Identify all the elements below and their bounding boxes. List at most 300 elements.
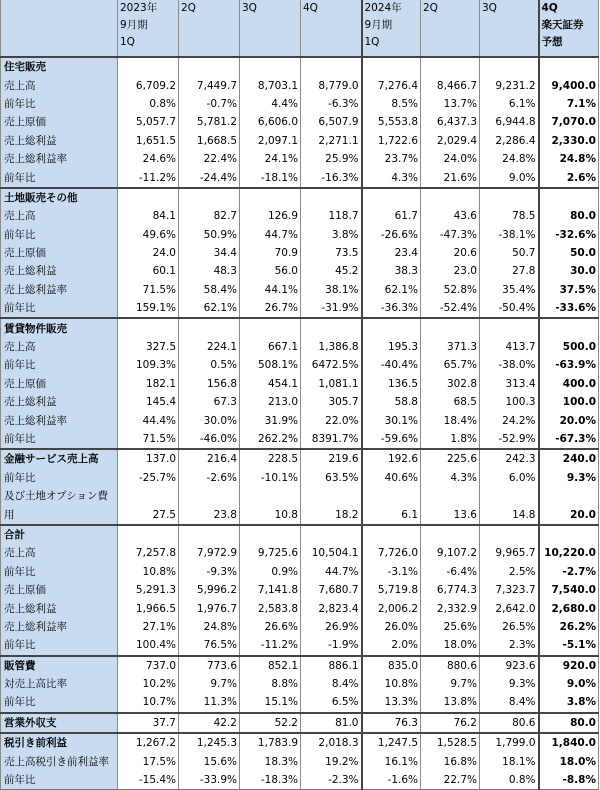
value-cell: 43.6	[421, 207, 480, 225]
value-cell: -38.1%	[480, 226, 539, 244]
value-cell: 80.6	[480, 713, 539, 733]
value-cell: 1,386.8	[301, 338, 362, 356]
value-cell: 886.1	[301, 656, 362, 675]
value-cell: 8,703.1	[240, 76, 301, 94]
column-header: 2024年 9月期 1Q	[362, 0, 421, 57]
value-cell: 10.2%	[118, 675, 179, 693]
value-cell: 9,231.2	[480, 76, 539, 94]
value-cell: 5,996.2	[179, 581, 240, 599]
table-row	[1, 356, 599, 374]
value-cell: 7,449.7	[179, 76, 240, 94]
value-cell: 100.4%	[118, 636, 179, 655]
value-cell: -33.9%	[179, 771, 240, 790]
value-cell	[179, 318, 240, 337]
table-row	[1, 76, 599, 94]
value-cell: 56.0	[240, 262, 301, 280]
value-cell: 24.8%	[480, 150, 539, 168]
value-cell: 38.3	[362, 262, 421, 280]
value-cell: -36.3%	[362, 299, 421, 318]
value-cell: 413.7	[480, 338, 539, 356]
value-cell: 82.7	[179, 207, 240, 225]
value-cell: 23.7%	[362, 150, 421, 168]
value-cell	[179, 188, 240, 207]
value-cell: 58.4%	[179, 281, 240, 299]
value-cell: 137.0	[118, 449, 179, 468]
row-label: 売上高税引き前利益率	[1, 752, 118, 770]
row-label: 前年比	[1, 469, 118, 487]
value-cell: -1.6%	[362, 771, 421, 790]
row-label: 前年比	[1, 95, 118, 113]
forecast-cell: 30.0	[539, 262, 599, 280]
value-cell: 37.7	[118, 713, 179, 733]
table-row	[1, 430, 599, 449]
value-cell: 225.6	[421, 449, 480, 468]
value-cell: 44.7%	[240, 226, 301, 244]
value-cell: -59.6%	[362, 430, 421, 449]
value-cell: 508.1%	[240, 356, 301, 374]
row-label: 前年比	[1, 430, 118, 449]
forecast-cell: -5.1%	[539, 636, 599, 655]
value-cell: 24.0%	[421, 150, 480, 168]
value-cell: -50.4%	[480, 299, 539, 318]
value-cell: 6,774.3	[421, 581, 480, 599]
value-cell: 305.7	[301, 393, 362, 411]
value-cell: 60.1	[118, 262, 179, 280]
value-cell: 9.7%	[179, 675, 240, 693]
value-cell: 52.8%	[421, 281, 480, 299]
value-cell: 2,018.3	[301, 733, 362, 752]
section-row	[1, 57, 599, 76]
row-label: 住宅販売	[1, 57, 118, 76]
row-label: 売上総利益率	[1, 281, 118, 299]
row-label: 前年比	[1, 636, 118, 655]
value-cell: 136.5	[362, 375, 421, 393]
row-label: 対売上高比率	[1, 675, 118, 693]
value-cell	[179, 525, 240, 544]
forecast-cell: 920.0	[539, 656, 599, 675]
table-row	[1, 581, 599, 599]
value-cell: 228.5	[240, 449, 301, 468]
value-cell: 773.6	[179, 656, 240, 675]
value-cell: -52.9%	[480, 430, 539, 449]
value-cell: 27.1%	[118, 618, 179, 636]
row-label: 売上原価	[1, 581, 118, 599]
value-cell: 2.3%	[480, 636, 539, 655]
forecast-cell: 500.0	[539, 338, 599, 356]
value-cell: 13.7%	[421, 95, 480, 113]
table-row	[1, 693, 599, 712]
value-cell: 5,057.7	[118, 113, 179, 131]
value-cell: 0.8%	[118, 95, 179, 113]
value-cell: 4.3%	[421, 469, 480, 487]
value-cell: 4.3%	[362, 168, 421, 187]
value-cell	[240, 525, 301, 544]
value-cell: -24.4%	[179, 168, 240, 187]
value-cell: -0.7%	[179, 95, 240, 113]
value-cell: 31.9%	[240, 411, 301, 429]
value-cell: 2,029.4	[421, 132, 480, 150]
section-row	[1, 449, 599, 468]
value-cell: 8.4%	[480, 693, 539, 712]
value-cell: 18.4%	[421, 411, 480, 429]
value-cell: 27.8	[480, 262, 539, 280]
forecast-cell: 7,540.0	[539, 581, 599, 599]
table-row	[1, 636, 599, 655]
row-label: 売上高	[1, 207, 118, 225]
value-cell: 24.0	[118, 244, 179, 262]
value-cell	[421, 188, 480, 207]
column-header: 3Q	[240, 0, 301, 57]
forecast-cell: 2,680.0	[539, 599, 599, 617]
forecast-cell: 1,840.0	[539, 733, 599, 752]
value-cell: 2,823.4	[301, 599, 362, 617]
value-cell: 13.3%	[362, 693, 421, 712]
value-cell: 44.7%	[301, 563, 362, 581]
value-cell: 8,466.7	[421, 76, 480, 94]
value-cell: 20.6	[421, 244, 480, 262]
table-row	[1, 469, 599, 487]
value-cell	[480, 525, 539, 544]
value-cell: 9.0%	[480, 168, 539, 187]
column-header: 2023年 9月期 1Q	[118, 0, 179, 57]
value-cell: 1.8%	[421, 430, 480, 449]
value-cell: 6,606.0	[240, 113, 301, 131]
value-cell: 262.2%	[240, 430, 301, 449]
value-cell: 6.1	[362, 505, 421, 524]
value-cell: 30.1%	[362, 411, 421, 429]
value-cell: 26.7%	[240, 299, 301, 318]
value-cell: 1,247.5	[362, 733, 421, 752]
value-cell: 1,799.0	[480, 733, 539, 752]
table-row	[1, 675, 599, 693]
value-cell: 2.0%	[362, 636, 421, 655]
value-cell	[480, 318, 539, 337]
forecast-cell: 100.0	[539, 393, 599, 411]
value-cell: 118.7	[301, 207, 362, 225]
value-cell	[362, 487, 421, 505]
value-cell: -52.4%	[421, 299, 480, 318]
value-cell: 26.5%	[480, 618, 539, 636]
value-cell: 62.1%	[179, 299, 240, 318]
value-cell: 16.8%	[421, 752, 480, 770]
value-cell: 6,944.8	[480, 113, 539, 131]
value-cell: -38.0%	[480, 356, 539, 374]
value-cell: 10.8%	[118, 563, 179, 581]
forecast-cell: 2,330.0	[539, 132, 599, 150]
value-cell: 45.2	[301, 262, 362, 280]
value-cell: 24.1%	[240, 150, 301, 168]
forecast-cell: 26.2%	[539, 618, 599, 636]
value-cell: 10.8%	[362, 675, 421, 693]
value-cell	[421, 318, 480, 337]
value-cell: -31.9%	[301, 299, 362, 318]
value-cell	[240, 188, 301, 207]
value-cell: 71.5%	[118, 430, 179, 449]
table-row	[1, 338, 599, 356]
value-cell	[240, 318, 301, 337]
value-cell: 15.6%	[179, 752, 240, 770]
value-cell: 9.3%	[480, 675, 539, 693]
forecast-cell: 240.0	[539, 449, 599, 468]
table-row	[1, 563, 599, 581]
forecast-cell: 3.8%	[539, 693, 599, 712]
value-cell: 182.1	[118, 375, 179, 393]
value-cell: -46.0%	[179, 430, 240, 449]
value-cell	[301, 188, 362, 207]
value-cell	[301, 525, 362, 544]
table-row	[1, 95, 599, 113]
value-cell: 737.0	[118, 656, 179, 675]
value-cell: 18.0%	[421, 636, 480, 655]
forecast-cell: -32.6%	[539, 226, 599, 244]
value-cell	[421, 57, 480, 76]
value-cell: 26.0%	[362, 618, 421, 636]
value-cell	[118, 487, 179, 505]
value-cell: 1,783.9	[240, 733, 301, 752]
value-cell	[118, 318, 179, 337]
value-cell: 9,725.6	[240, 544, 301, 562]
row-label: 税引き前利益	[1, 733, 118, 752]
row-label: 前年比	[1, 168, 118, 187]
value-cell: 50.9%	[179, 226, 240, 244]
value-cell: 11.3%	[179, 693, 240, 712]
section-row	[1, 525, 599, 544]
forecast-cell: 50.0	[539, 244, 599, 262]
value-cell: 109.3%	[118, 356, 179, 374]
value-cell: 44.1%	[240, 281, 301, 299]
value-cell: 5,291.3	[118, 581, 179, 599]
section-row	[1, 713, 599, 733]
row-label: 販管費	[1, 656, 118, 675]
value-cell: 371.3	[421, 338, 480, 356]
value-cell	[421, 487, 480, 505]
row-label: 売上原価	[1, 244, 118, 262]
value-cell: -15.4%	[118, 771, 179, 790]
value-cell: 62.1%	[362, 281, 421, 299]
value-cell: 68.5	[421, 393, 480, 411]
value-cell: 5,553.8	[362, 113, 421, 131]
value-cell: 22.7%	[421, 771, 480, 790]
table-row	[1, 771, 599, 790]
value-cell: 17.5%	[118, 752, 179, 770]
value-cell: 1,651.5	[118, 132, 179, 150]
value-cell	[362, 188, 421, 207]
value-cell: 15.1%	[240, 693, 301, 712]
value-cell: 13.8%	[421, 693, 480, 712]
value-cell: 159.1%	[118, 299, 179, 318]
value-cell: 76.2	[421, 713, 480, 733]
value-cell	[118, 525, 179, 544]
value-cell: 2,097.1	[240, 132, 301, 150]
forecast-cell	[539, 318, 599, 337]
forecast-cell: 24.8%	[539, 150, 599, 168]
value-cell: 34.4	[179, 244, 240, 262]
value-cell	[480, 487, 539, 505]
value-cell: 1,267.2	[118, 733, 179, 752]
forecast-cell: 80.0	[539, 713, 599, 733]
value-cell: 24.2%	[480, 411, 539, 429]
value-cell: 16.1%	[362, 752, 421, 770]
value-cell: 852.1	[240, 656, 301, 675]
value-cell: 8.4%	[301, 675, 362, 693]
value-cell: 7,972.9	[179, 544, 240, 562]
row-label: 売上総利益率	[1, 618, 118, 636]
forecast-cell: -63.9%	[539, 356, 599, 374]
value-cell: 302.8	[421, 375, 480, 393]
value-cell: 13.6	[421, 505, 480, 524]
value-cell	[301, 57, 362, 76]
value-cell: 67.3	[179, 393, 240, 411]
value-cell: 40.6%	[362, 469, 421, 487]
value-cell: 219.6	[301, 449, 362, 468]
row-label: 売上総利益	[1, 393, 118, 411]
table-row	[1, 505, 599, 524]
table-row	[1, 752, 599, 770]
value-cell	[301, 487, 362, 505]
value-cell: 18.3%	[240, 752, 301, 770]
forecast-cell: 20.0	[539, 505, 599, 524]
value-cell: 30.0%	[179, 411, 240, 429]
value-cell: -6.3%	[301, 95, 362, 113]
value-cell	[118, 188, 179, 207]
value-cell	[240, 57, 301, 76]
table-body	[1, 57, 599, 790]
table-row	[1, 113, 599, 131]
row-label: 売上総利益	[1, 132, 118, 150]
value-cell: 195.3	[362, 338, 421, 356]
row-label: 売上原価	[1, 113, 118, 131]
value-cell: 0.9%	[240, 563, 301, 581]
value-cell	[240, 487, 301, 505]
table-row	[1, 375, 599, 393]
table-row	[1, 226, 599, 244]
header-forecast: 4Q 楽天証券 予想	[539, 0, 599, 57]
value-cell: 7,276.4	[362, 76, 421, 94]
value-cell: 70.9	[240, 244, 301, 262]
value-cell: 7,323.7	[480, 581, 539, 599]
value-cell	[480, 188, 539, 207]
forecast-cell: 7.1%	[539, 95, 599, 113]
value-cell: -10.1%	[240, 469, 301, 487]
value-cell: 1,976.7	[179, 599, 240, 617]
value-cell: 24.8%	[179, 618, 240, 636]
value-cell: 26.6%	[240, 618, 301, 636]
value-cell: 61.7	[362, 207, 421, 225]
row-label: 売上総利益	[1, 599, 118, 617]
column-header: 2Q	[179, 0, 240, 57]
value-cell: 50.7	[480, 244, 539, 262]
value-cell: 73.5	[301, 244, 362, 262]
value-cell: 5,781.2	[179, 113, 240, 131]
table-row	[1, 599, 599, 617]
value-cell: 26.9%	[301, 618, 362, 636]
value-cell: -2.3%	[301, 771, 362, 790]
row-label: 前年比	[1, 299, 118, 318]
value-cell: -2.6%	[179, 469, 240, 487]
section-row	[1, 656, 599, 675]
value-cell	[362, 318, 421, 337]
table-row	[1, 168, 599, 187]
value-cell	[362, 57, 421, 76]
value-cell: 71.5%	[118, 281, 179, 299]
value-cell: 6.5%	[301, 693, 362, 712]
value-cell: 156.8	[179, 375, 240, 393]
value-cell: 1,668.5	[179, 132, 240, 150]
forecast-cell: 400.0	[539, 375, 599, 393]
value-cell: 9,965.7	[480, 544, 539, 562]
value-cell: 100.3	[480, 393, 539, 411]
value-cell: 52.2	[240, 713, 301, 733]
table-row	[1, 150, 599, 168]
forecast-cell: -8.8%	[539, 771, 599, 790]
forecast-cell: -67.3%	[539, 430, 599, 449]
value-cell: 923.6	[480, 656, 539, 675]
value-cell: 327.5	[118, 338, 179, 356]
value-cell: 0.5%	[179, 356, 240, 374]
value-cell: -25.7%	[118, 469, 179, 487]
forecast-cell: -2.7%	[539, 563, 599, 581]
row-label: 営業外収支	[1, 713, 118, 733]
value-cell: 81.0	[301, 713, 362, 733]
table-row	[1, 207, 599, 225]
value-cell: 2,006.2	[362, 599, 421, 617]
value-cell	[421, 525, 480, 544]
value-cell: 2,642.0	[480, 599, 539, 617]
value-cell: 2,271.1	[301, 132, 362, 150]
row-label: 前年比	[1, 563, 118, 581]
row-label: 売上高	[1, 544, 118, 562]
value-cell: 10.7%	[118, 693, 179, 712]
value-cell: 1,528.5	[421, 733, 480, 752]
value-cell: 6.1%	[480, 95, 539, 113]
forecast-cell: 20.0%	[539, 411, 599, 429]
table-row	[1, 411, 599, 429]
value-cell: 25.9%	[301, 150, 362, 168]
row-label: 売上原価	[1, 375, 118, 393]
row-label: 賃貸物件販売	[1, 318, 118, 337]
value-cell: 21.6%	[421, 168, 480, 187]
row-label: 合計	[1, 525, 118, 544]
value-cell: 65.7%	[421, 356, 480, 374]
value-cell: 1,245.3	[179, 733, 240, 752]
value-cell: 76.3	[362, 713, 421, 733]
header-corner	[1, 0, 118, 57]
value-cell: -6.4%	[421, 563, 480, 581]
value-cell: 192.6	[362, 449, 421, 468]
value-cell: 9.7%	[421, 675, 480, 693]
value-cell	[179, 487, 240, 505]
value-cell: 8.8%	[240, 675, 301, 693]
value-cell: 6,507.9	[301, 113, 362, 131]
value-cell: 8,779.0	[301, 76, 362, 94]
value-cell: -40.4%	[362, 356, 421, 374]
value-cell: 76.5%	[179, 636, 240, 655]
value-cell: 25.6%	[421, 618, 480, 636]
value-cell: 7,726.0	[362, 544, 421, 562]
value-cell: 8391.7%	[301, 430, 362, 449]
value-cell: 2,583.8	[240, 599, 301, 617]
value-cell: 23.0	[421, 262, 480, 280]
value-cell: 6,437.3	[421, 113, 480, 131]
value-cell: 23.4	[362, 244, 421, 262]
forecast-cell	[539, 487, 599, 505]
value-cell: 23.8	[179, 505, 240, 524]
value-cell: 835.0	[362, 656, 421, 675]
value-cell: 9,107.2	[421, 544, 480, 562]
value-cell: 213.0	[240, 393, 301, 411]
value-cell: 6472.5%	[301, 356, 362, 374]
value-cell: 27.5	[118, 505, 179, 524]
